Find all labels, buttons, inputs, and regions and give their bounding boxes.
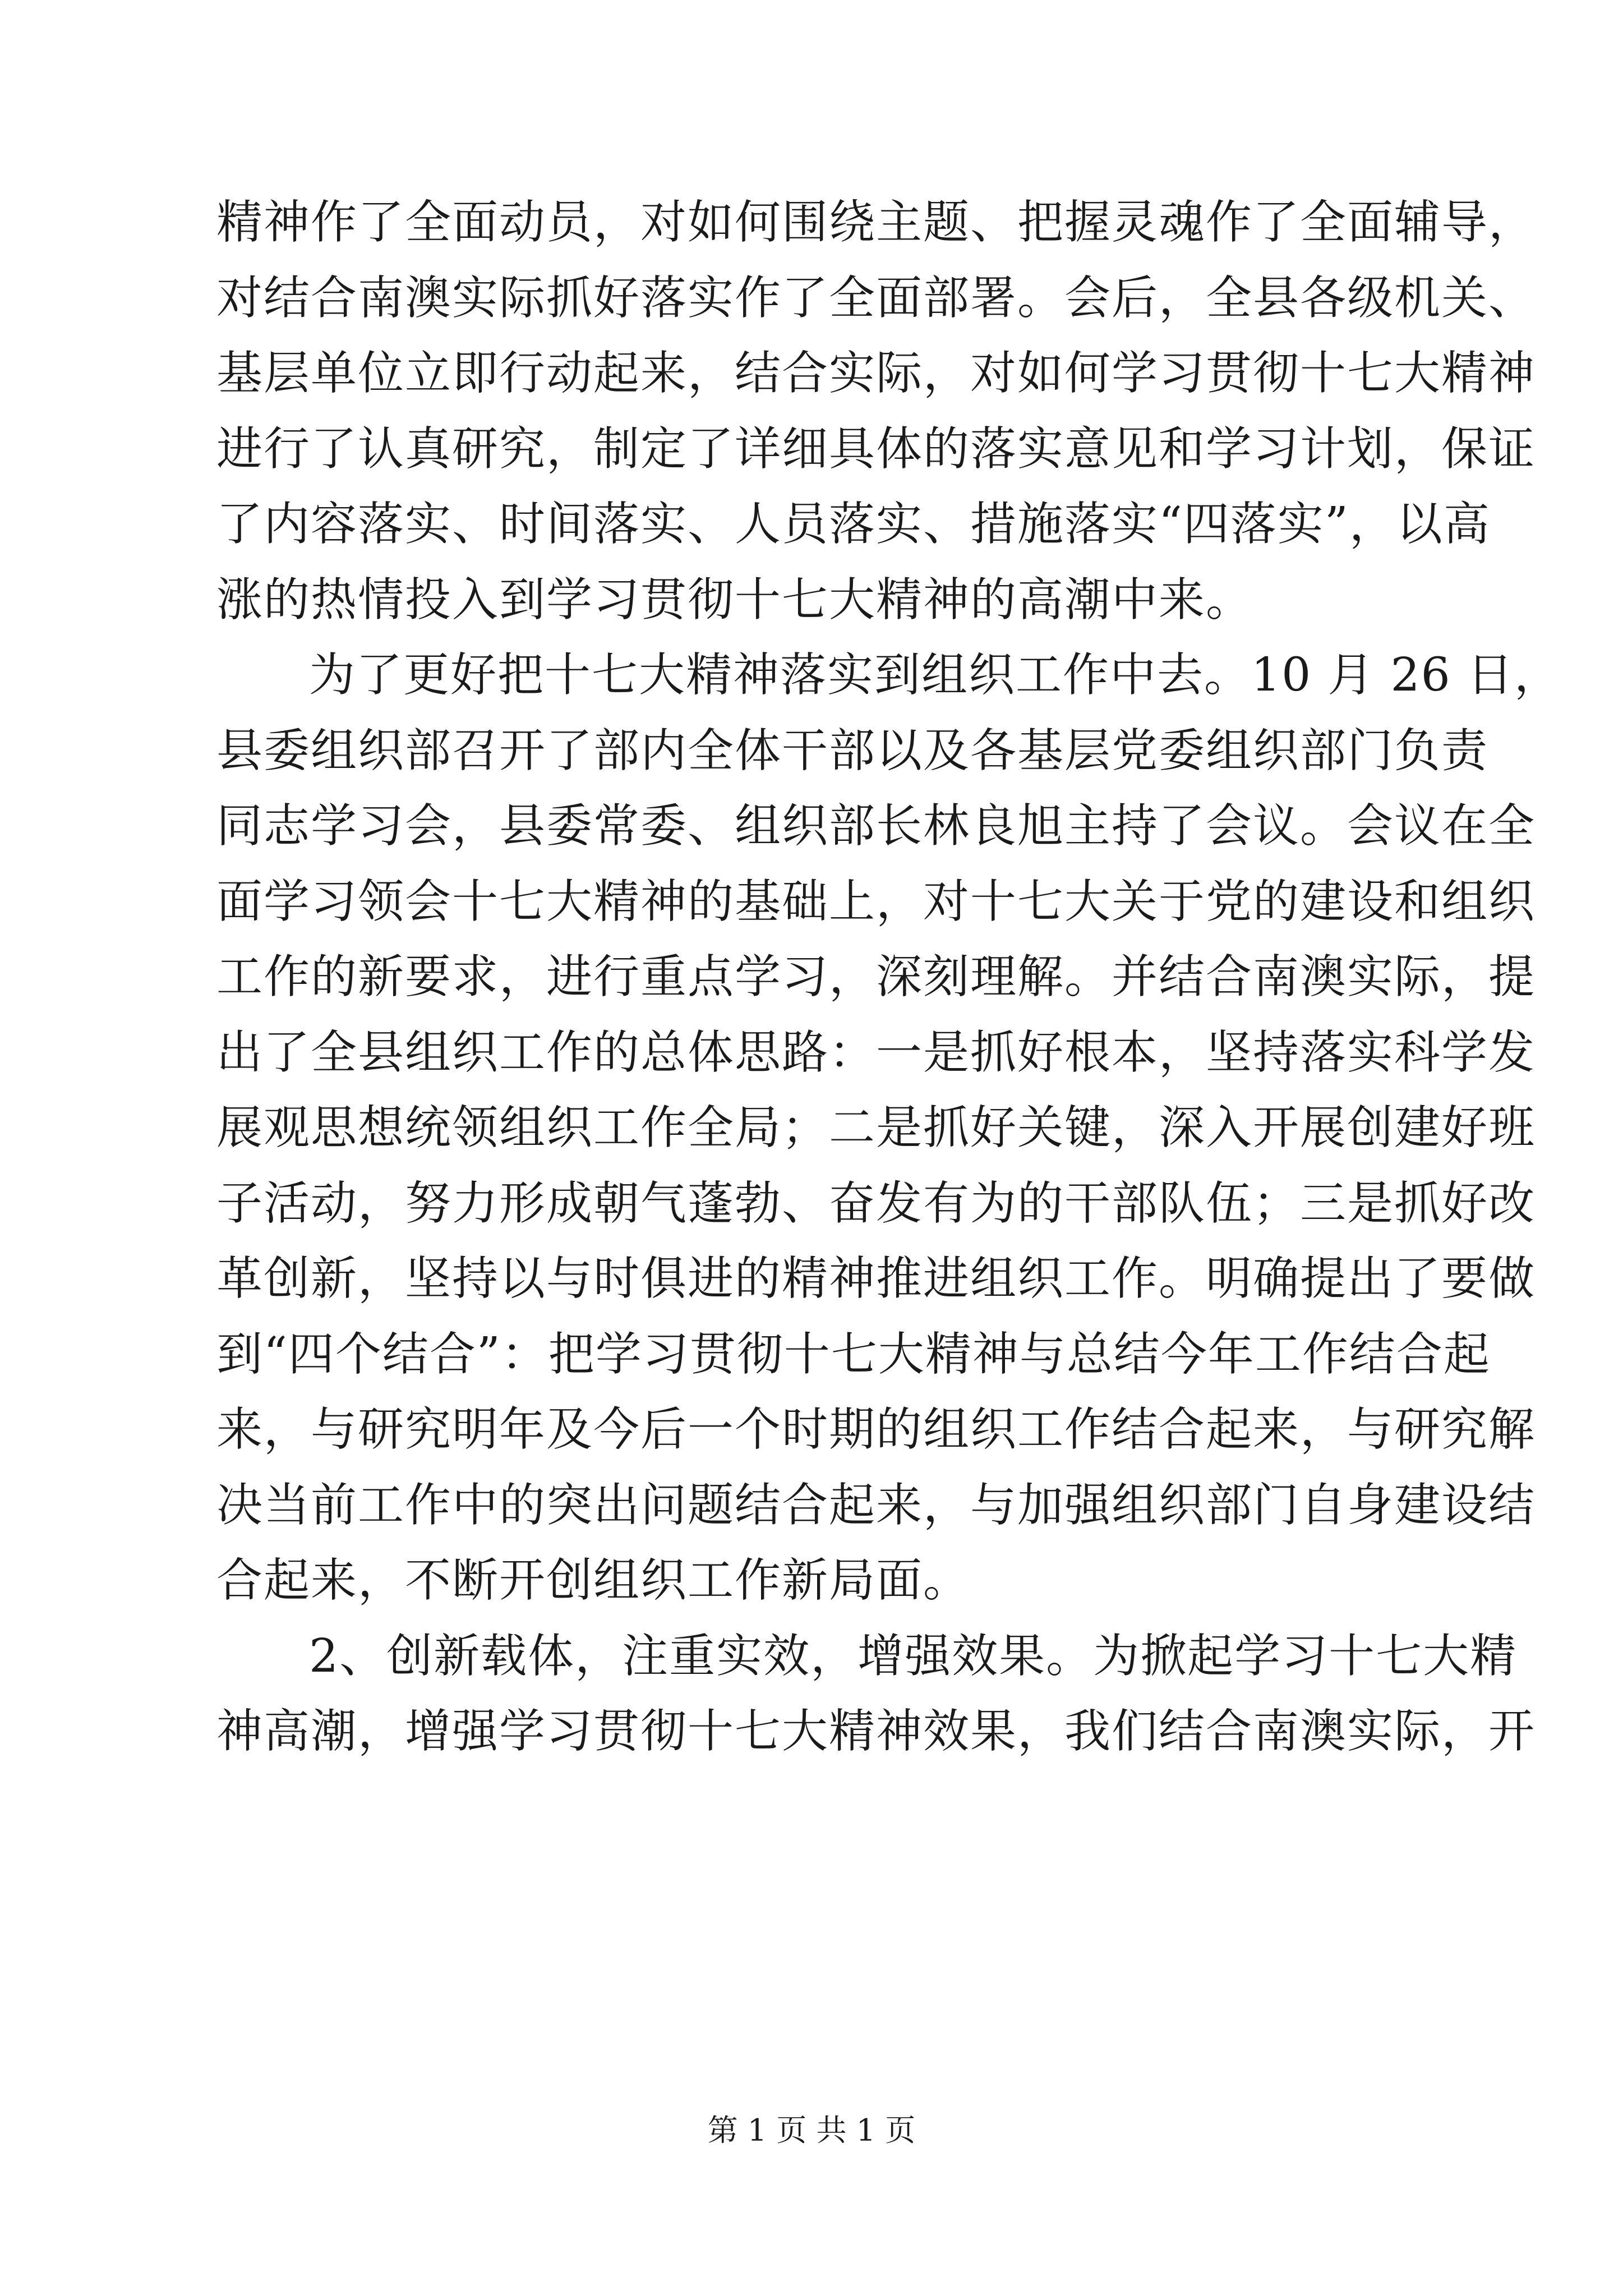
paragraph-3-line-1: 2、创新载体，注重实效，增强效果。为掀起学习十七大精 [309,1629,1518,1683]
paragraph-2-line-11: 来，与研究明年及今后一个时期的组织工作结合起来，与研究解 [216,1403,1536,1456]
paragraph-2-line-6: 出了全县组织工作的总体思路：一是抓好根本，坚持落实科学发 [216,1025,1536,1079]
paragraph-1-line-5: 了内容落实、时间落实、人员落实、措施落实“四落实”，以高 [216,498,1491,551]
page-number-label: 第 1 页 共 1 页 [707,2113,916,2148]
paragraph-2-line-12: 决当前工作中的突出问题结合起来，与加强组织部门自身建设结 [216,1478,1536,1532]
paragraph-3-line-2: 神高潮，增强学习贯彻十七大精神效果，我们结合南澳实际，开 [216,1705,1536,1758]
paragraph-2-line-5: 工作的新要求，进行重点学习，深刻理解。并结合南澳实际，提 [216,950,1536,1004]
document-body [216,185,1561,1770]
paragraph-1-line-3: 基层单位立即行动起来，结合实际，对如何学习贯彻十七大精神 [216,347,1536,400]
paragraph-1-line-1: 精神作了全面动员，对如何围绕主题、把握灵魂作了全面辅导， [216,196,1536,249]
paragraph-2-line-8: 子活动，努力形成朝气蓬勃、奋发有为的干部队伍；三是抓好改 [216,1176,1536,1230]
paragraph-2-line-2: 县委组织部召开了部内全体干部以及各基层党委组织部门负责 [216,724,1489,777]
paragraph-2-line-3: 同志学习会，县委常委、组织部长林良旭主持了会议。会议在全 [216,799,1536,853]
paragraph-1-line-6: 涨的热情投入到学习贯彻十七大精神的高潮中来。 [216,573,1253,627]
paragraph-2-line-9: 革创新，坚持以与时俱进的精神推进组织工作。明确提出了要做 [216,1252,1536,1305]
paragraph-2-line-7: 展观思想统领组织工作全局；二是抓好关键，深入开展创建好班 [216,1101,1536,1154]
paragraph-2-line-1: 为了更好把十七大精神落实到组织工作中去。10 月 26 日， [309,648,1561,702]
paragraph-2-line-13: 合起来，不断开创组织工作新局面。 [216,1554,971,1607]
paragraph-2-line-10: 到“四个结合”：把学习贯彻十七大精神与总结今年工作结合起 [216,1327,1491,1381]
paragraph-1-line-2: 对结合南澳实际抓好落实作了全面部署。会后，全县各级机关、 [216,271,1536,325]
paragraph-2-line-4: 面学习领会十七大精神的基础上，对十七大关于党的建设和组织 [216,875,1536,928]
page-footer [0,2106,1623,2150]
paragraph-1-line-4: 进行了认真研究，制定了详细具体的落实意见和学习计划，保证 [216,422,1536,476]
